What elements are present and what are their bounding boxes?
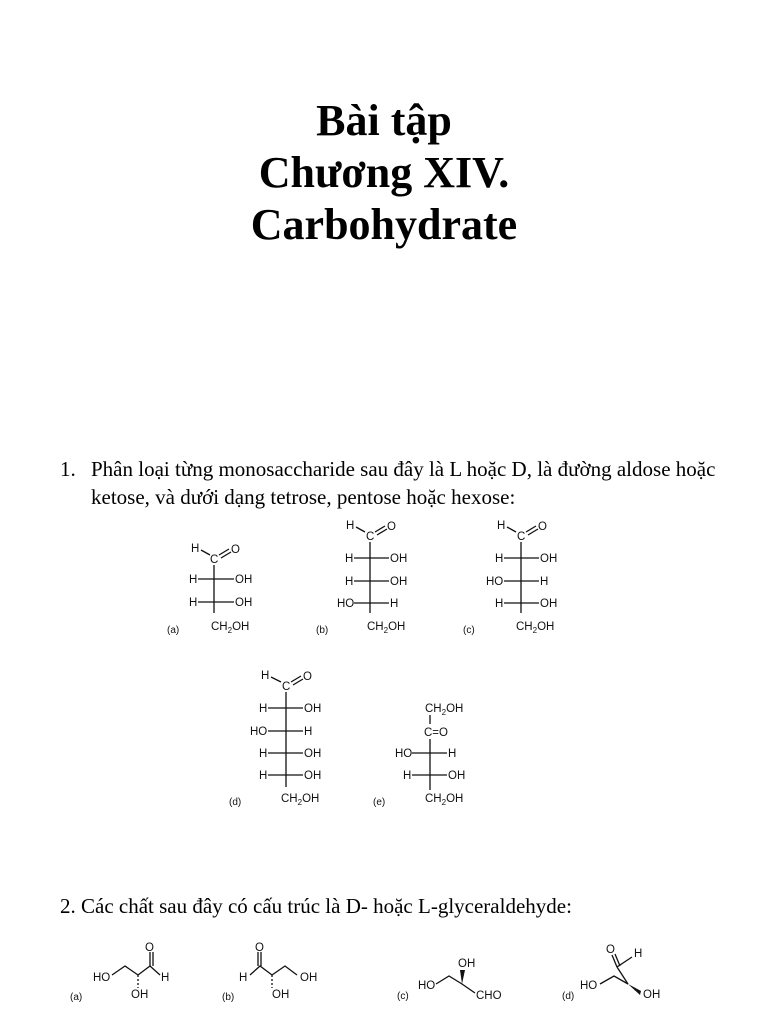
fischer-structure-b	[316, 520, 407, 636]
title-line-3: Carbohydrate	[250, 200, 518, 249]
question-1-number: 1.	[60, 457, 76, 481]
left-substituent: H	[189, 597, 198, 609]
aldehyde-c: C	[282, 681, 291, 693]
left-substituent: H	[495, 598, 504, 610]
left-substituent: HO	[395, 748, 413, 760]
left-substituent: HO	[337, 598, 355, 610]
right-substituent: H	[304, 726, 313, 738]
fischer-structure-e	[373, 703, 465, 808]
aldehyde-h: H	[497, 520, 506, 532]
right-substituent: H	[390, 598, 399, 610]
structure-label: (b)	[222, 992, 235, 1003]
right-substituent: OH	[540, 598, 558, 610]
oh-group: OH	[272, 989, 290, 1001]
left-substituent: HO	[486, 576, 504, 588]
fischer-structure-d	[229, 670, 321, 808]
ch2oh-group: $CH_2OH$	[425, 793, 464, 807]
cho-group: CHO	[476, 990, 502, 1002]
question-1-text: Phân loại từng monosaccharide sau đây là L hoặc D, là đường aldose hoặc ketose, và dưới dạng tetrose, pentose hoặc hexose:	[91, 457, 716, 509]
left-substituent: H	[345, 553, 354, 565]
title-line-2: Chương XIV.	[258, 148, 510, 197]
structure-label: (c)	[463, 625, 475, 636]
structure-label: (b)	[316, 625, 329, 636]
right-substituent: OH	[304, 703, 322, 715]
glyceraldehyde-c	[397, 958, 502, 1002]
oh-group: OH	[643, 989, 661, 1001]
left-substituent: H	[345, 576, 354, 588]
glyceraldehyde-a	[70, 942, 169, 1003]
right-substituent: OH	[390, 553, 408, 565]
aldehyde-h: H	[634, 948, 643, 960]
ketone-group: C=O	[424, 727, 448, 739]
right-substituent: OH	[304, 770, 322, 782]
fischer-structure-c	[463, 520, 557, 636]
oh-group: OH	[300, 972, 318, 984]
aldehyde-o: O	[538, 521, 547, 533]
right-substituent: OH	[235, 597, 253, 609]
left-substituent: H	[403, 770, 412, 782]
ho-group: HO	[580, 980, 598, 992]
right-substituent: OH	[540, 553, 558, 565]
aldehyde-o: O	[387, 521, 396, 533]
oh-group: OH	[131, 989, 149, 1001]
ch2oh-group: $CH_2OH$	[281, 793, 320, 807]
carbonyl-o: O	[145, 942, 154, 954]
left-substituent: H	[189, 574, 198, 586]
structure-label: (a)	[70, 992, 83, 1003]
ch2oh-top: $CH_2OH$	[425, 703, 464, 717]
ch2oh-group: $CH_2OH$	[367, 621, 406, 635]
ch2oh-group: $CH_2OH$	[211, 621, 250, 635]
structure-label: (c)	[397, 991, 409, 1002]
left-substituent: H	[495, 553, 504, 565]
right-substituent: OH	[448, 770, 466, 782]
right-substituent: OH	[390, 576, 408, 588]
right-substituent: OH	[304, 748, 322, 760]
aldehyde-h: H	[239, 972, 248, 984]
left-substituent: H	[259, 770, 268, 782]
structure-label: (e)	[373, 797, 386, 808]
right-substituent: H	[448, 748, 457, 760]
right-substituent: H	[540, 576, 549, 588]
aldehyde-h: H	[161, 972, 170, 984]
oh-group: OH	[458, 958, 476, 970]
aldehyde-o: O	[231, 544, 240, 556]
aldehyde-o: O	[303, 671, 312, 683]
fischer-structure-a	[167, 543, 252, 636]
structure-label: (d)	[562, 991, 575, 1002]
structure-label: (d)	[229, 797, 242, 808]
aldehyde-h: H	[191, 543, 200, 555]
glyceraldehyde-d	[562, 944, 660, 1002]
carbonyl-o: O	[606, 944, 615, 956]
aldehyde-c: C	[366, 531, 375, 543]
right-substituent: OH	[235, 574, 253, 586]
title-line-1: Bài tập	[316, 96, 452, 145]
aldehyde-h: H	[261, 670, 270, 682]
ch2oh-group: $CH_2OH$	[516, 621, 555, 635]
carbonyl-o: O	[255, 942, 264, 954]
glyceraldehyde-b	[222, 942, 317, 1003]
left-substituent: HO	[250, 726, 268, 738]
aldehyde-h: H	[346, 520, 355, 532]
left-substituent: H	[259, 748, 268, 760]
left-substituent: H	[259, 703, 268, 715]
structure-label: (a)	[167, 625, 180, 636]
ho-group: HO	[418, 980, 436, 992]
question-2-text: 2. Các chất sau đây có cấu trúc là D- hoặc L-glyceraldehyde:	[60, 894, 572, 918]
aldehyde-c: C	[517, 531, 526, 543]
aldehyde-c: C	[210, 554, 219, 566]
ho-group: HO	[93, 972, 111, 984]
